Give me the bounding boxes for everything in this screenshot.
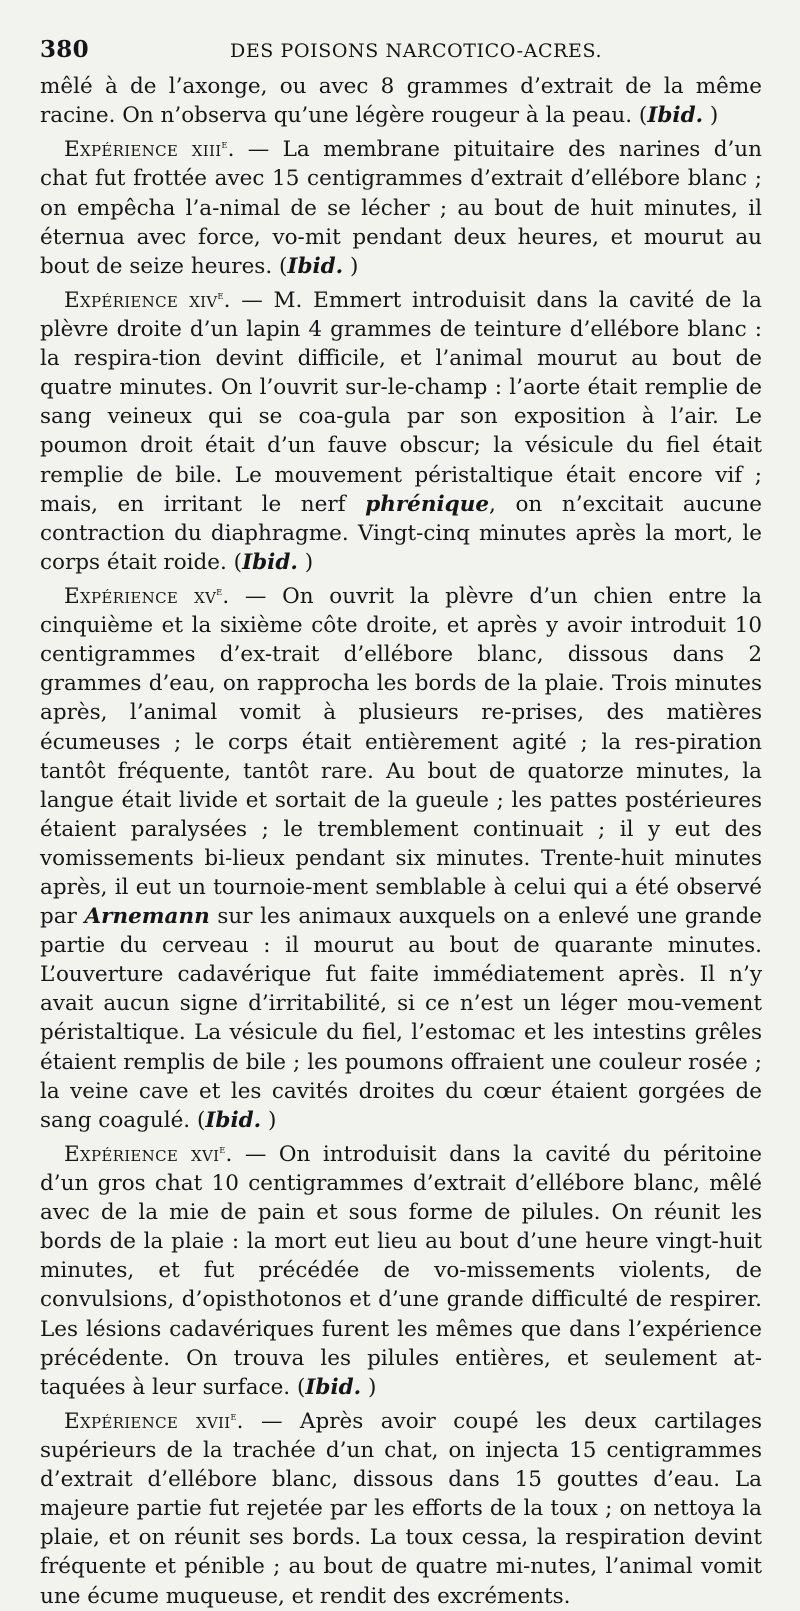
experience-heading	[64, 1409, 237, 1434]
paragraph-experience-17	[40, 1402, 762, 1611]
ibid-reference: Ibid.	[647, 103, 704, 129]
paragraph-text: . — On introduisit dans la cavité du péritoine d’un gros chat 10 centigrammes d’extrait d’ellébore blanc, mêlé avec de la mie de pain et sous forme de pilules. On réunit les bords de la plaie : la mort eut lieu au bout d’une heure vingt-huit minutes, et fut précédée de vo-missements violents, de convulsions, d’opisthotonos et d’une grande difficulté de respirer. Les lésions cadavériques furent les mêmes que dans l’expérience précédente. On trouva les pilules entières, et seulement at-taquées à leur surface. (	[40, 1142, 762, 1400]
experience-heading	[64, 137, 228, 162]
closing-paren: )	[261, 1107, 277, 1133]
experience-heading	[64, 584, 222, 609]
paragraph-experience-15	[40, 577, 762, 1135]
ordinal-suffix: e	[216, 583, 223, 598]
paragraph-experience-13	[40, 130, 762, 281]
experience-label: Expérience xvii	[64, 1409, 231, 1434]
ibid-reference: Ibid.	[287, 253, 344, 279]
ordinal-suffix: e	[217, 287, 224, 302]
ordinal-suffix: e	[230, 1408, 237, 1423]
running-title: DES POISONS NARCOTICO-ACRES.	[230, 40, 603, 62]
closing-paren: )	[361, 1374, 377, 1400]
experience-label: Expérience xiii	[64, 137, 222, 163]
closing-paren: )	[343, 253, 359, 279]
paragraph-text: mêlé à de l’axonge, ou avec 8 grammes d’extrait de la même racine. On n’observa qu’une légère rougeur à la peau. (	[40, 74, 762, 129]
ordinal-suffix: e	[219, 1141, 226, 1156]
paragraph-experience-16	[40, 1135, 762, 1402]
italic-name: Arnemann	[84, 904, 210, 930]
page-number: 380	[40, 36, 89, 63]
experience-heading	[64, 288, 224, 313]
ibid-reference: Ibid.	[242, 549, 298, 575]
page-body	[40, 72, 762, 1611]
paragraph-text: , on n’excitait aucune contraction du diaphragme. Vingt-cinq minutes après la mort, le corps était roide. (	[40, 491, 762, 575]
experience-heading	[64, 1142, 225, 1167]
paragraph-text: . — Après avoir coupé les deux cartilages supérieurs de la trachée d’un chat, on injecta 15 centigrammes d’extrait d’ellébore blanc, dissous dans 15 gouttes d’eau. La majeure partie fut rejetée par les efforts de la toux ; on nettoya la plaie, et on réunit ses bords. La toux cessa, la respiration devint fréquente et pénible ; au bout de quatre mi-nutes, l’animal vomit une écume muqueuse, et rendit des excréments.	[40, 1409, 762, 1609]
paragraph-experience-14	[40, 281, 762, 577]
paragraph-continuation	[40, 72, 762, 130]
paragraph-text: . — La membrane pituitaire des narines d’un chat fut frottée avec 15 centigrammes d’extrait d’ellébore blanc ; on empêcha l’a-nimal de se lécher ; au bout de huit minutes, il éternua avec force, vo-mit pendant deux heures, et mourut au bout de seize heures. (	[40, 137, 762, 279]
experience-label: Expérience xiv	[64, 287, 218, 313]
paragraph-text: sur les animaux auxquels on a enlevé une grande partie du cerveau : il mourut au bout de quarante minutes. L’ouverture cadavérique fut faite immédiatement après. Il n’y avait aucun signe d’irritabilité, si ce n’est un léger mou-vement péristaltique. La vésicule du fiel, l’estomac et les intestins grêles étaient remplis de bile ; les poumons offraient une couleur rosée ; la veine cave et les cavités droites du cœur étaient gorgées de sang coagulé. (	[40, 904, 762, 1133]
ordinal-suffix: e	[221, 137, 228, 152]
italic-term: phrénique	[365, 491, 490, 517]
experience-label: Expérience xvi	[64, 1142, 220, 1167]
experience-label: Expérience xv	[64, 584, 217, 610]
paragraph-text: . — On ouvrit la plèvre d’un chien entre la cinquième et la sixième côte droite, et après y avoir introduit 10 centigrammes d’ex-trait d’ellébore blanc, dissous dans 2 grammes d’eau, on rapprocha les bords de la plaie. Trois minutes après, l’animal vomit à plusieurs re-prises, des matières écumeuses ; le corps était entièrement agité ; la res-piration tantôt fréquente, tantôt rare. Au bout de quatorze minutes, la langue était livide et sortait de la gueule ; les pattes postérieures étaient paralysées ; le tremblement continuait ; il y eut des vomissements bi-lieux pendant six minutes. Trente-huit minutes après, il eut un tournoie-ment semblable à celui qui a été observé par	[40, 584, 762, 930]
page-header	[40, 36, 762, 72]
paragraph-text: . — M. Emmert introduisit dans la cavité de la plèvre droite d’un lapin 4 grammes de teinture d’ellébore blanc : la respira-tion devint difficile, et l’animal mourut au bout de quatre minutes. On l’ouvrit sur-le-champ : l’aorte était remplie de sang veineux qui se coa-gula par son exposition à l’air. Le poumon droit était d’un fauve obscur; la vésicule du fiel était remplie de bile. Le mouvement péristaltique était encore vif ; mais, en irritant le nerf	[40, 287, 762, 517]
ibid-reference: Ibid.	[305, 1374, 362, 1400]
ibid-reference: Ibid.	[205, 1107, 262, 1133]
closing-paren: )	[703, 103, 719, 129]
closing-paren: )	[297, 549, 314, 575]
